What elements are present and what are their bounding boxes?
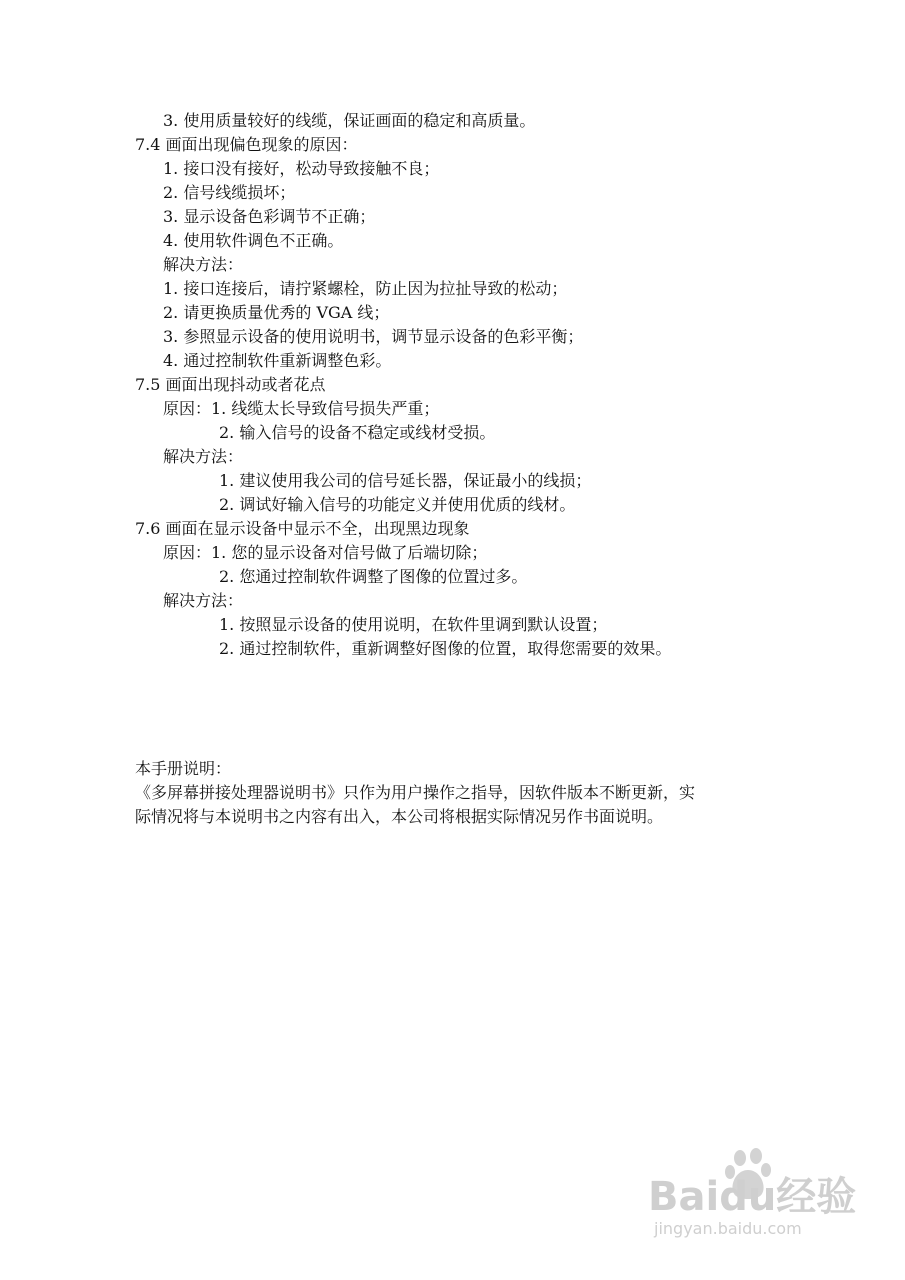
s75-cause-2: 2. 输入信号的设备不稳定或线材受损。 xyxy=(219,423,496,442)
s74-solution-3: 3. 参照显示设备的使用说明书，调节显示设备的色彩平衡； xyxy=(163,327,584,346)
s74-solution-2: 2. 请更换质量优秀的 VGA 线； xyxy=(163,303,390,322)
s74-solution-4: 4. 通过控制软件重新调整色彩。 xyxy=(163,351,392,370)
s74-heading: 7.4 画面出现偏色现象的原因： xyxy=(135,135,358,154)
s74-cause-4: 4. 使用软件调色不正确。 xyxy=(163,231,344,250)
s76-cause-1: 原因：1. 您的显示设备对信号做了后端切除； xyxy=(163,543,488,562)
s76-solution-label: 解决方法： xyxy=(163,591,244,610)
s74-cause-3: 3. 显示设备色彩调节不正确； xyxy=(163,207,376,226)
s76-heading: 7.6 画面在显示设备中显示不全，出现黑边现象 xyxy=(135,519,470,538)
s75-heading: 7.5 画面出现抖动或者花点 xyxy=(135,375,326,394)
watermark-url: jingyan.baidu.com xyxy=(654,1219,802,1238)
s74-solution-label: 解决方法： xyxy=(163,255,244,274)
baidu-jingyan-watermark xyxy=(648,1148,863,1240)
s75-solution-label: 解决方法： xyxy=(163,447,244,466)
s73-item-3: 3. 使用质量较好的线缆，保证画面的稳定和高质量。 xyxy=(163,111,536,130)
s74-cause-2: 2. 信号线缆损坏； xyxy=(163,183,296,202)
s74-cause-1: 1. 接口没有接好，松动导致接触不良； xyxy=(163,159,440,178)
s76-solution-2: 2. 通过控制软件，重新调整好图像的位置，取得您需要的效果。 xyxy=(219,639,672,658)
manual-note-line-2: 际情况将与本说明书之内容有出入，本公司将根据实际情况另作书面说明。 xyxy=(135,807,664,826)
s75-solution-1: 1. 建议使用我公司的信号延长器，保证最小的线损； xyxy=(219,471,592,490)
paw-logo-icon xyxy=(648,1148,863,1240)
s75-solution-2: 2. 调试好输入信号的功能定义并使用优质的线材。 xyxy=(219,495,576,514)
manual-note-title: 本手册说明： xyxy=(135,759,232,778)
manual-note-line-1: 《多屏幕拼接处理器说明书》只作为用户操作之指导，因软件版本不断更新，实 xyxy=(135,783,696,802)
s76-solution-1: 1. 按照显示设备的使用说明，在软件里调到默认设置； xyxy=(219,615,608,634)
s75-cause-1: 原因：1. 线缆太长导致信号损失严重； xyxy=(163,399,440,418)
s74-solution-1: 1. 接口连接后，请拧紧螺栓，防止因为拉扯导致的松动； xyxy=(163,279,568,298)
s76-cause-2: 2. 您通过控制软件调整了图像的位置过多。 xyxy=(219,567,528,586)
watermark-brand: Baidu经验 xyxy=(648,1174,857,1220)
